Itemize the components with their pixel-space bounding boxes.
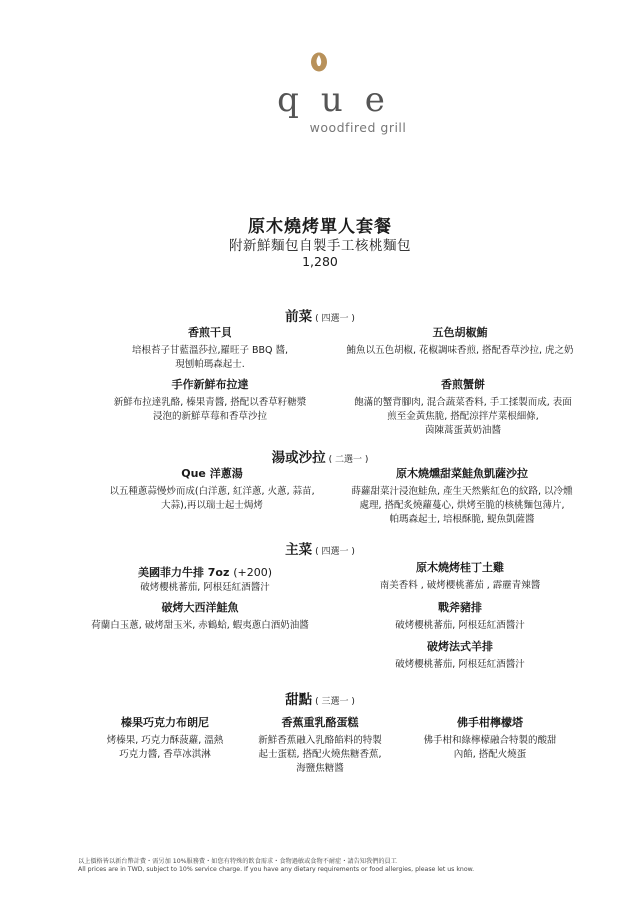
item-desc: 新鮮布拉達乳酪, 榛果青醬, 搭配以香草籽糖漿 浸泡的新鮮草莓和香草沙拉 bbox=[113, 397, 307, 422]
menu-item bbox=[72, 467, 352, 513]
footer-note-zh: 以上價格皆以新台幣計費・需另加 10%服務費・如您有特殊的飲食需求・食物過敏或食物不耐症・請告知我們的員工 bbox=[78, 858, 397, 865]
section-mains bbox=[0, 538, 640, 558]
item-desc: 破烤櫻桃蕃茄, 阿根廷紅酒醬汁 bbox=[395, 620, 525, 631]
menu-item bbox=[318, 378, 608, 438]
section-starters bbox=[0, 305, 640, 325]
item-name: 佛手柑檸檬塔 bbox=[457, 716, 523, 729]
item-desc: 烤榛果, 巧克力酥菠蘿, 溫熱 巧克力醬, 香草冰淇淋 bbox=[106, 735, 224, 760]
section-note: ( 二選一 ) bbox=[328, 455, 369, 465]
section-title: 湯或沙拉 bbox=[271, 450, 326, 466]
item-name: 戰斧豬排 bbox=[438, 601, 482, 614]
item-name: 原木燒烤桂丁土雞 bbox=[416, 561, 504, 574]
item-desc: 鮪魚以五色胡椒, 花椒調味香煎, 搭配香草沙拉, 虎之奶 bbox=[346, 345, 574, 356]
section-note: ( 三選一 ) bbox=[315, 697, 355, 707]
set-title: 原木燒烤單人套餐 bbox=[248, 217, 392, 237]
item-name: 香蕉重乳酪蛋糕 bbox=[281, 716, 359, 729]
section-soups bbox=[0, 446, 640, 466]
section-title: 前菜 bbox=[285, 309, 313, 325]
item-desc: 佛手柑和綠檸檬融合特製的酸甜 內餡, 搭配火燒蛋 bbox=[423, 735, 557, 760]
menu-item bbox=[400, 716, 580, 762]
item-name: 香煎蟹餅 bbox=[441, 378, 485, 391]
item-price: (+200) bbox=[233, 566, 273, 579]
section-note: ( 四選一 ) bbox=[315, 547, 355, 557]
item-desc: 飽滿的蟹背腳肉, 混合蔬菜香料, 手工揉製而成, 表面 煎至金黃焦脆, 搭配涼拌芹菜根細條, 茵陳蒿蛋黃奶油醬 bbox=[354, 397, 572, 436]
section-title: 主菜 bbox=[285, 542, 313, 558]
menu-item bbox=[330, 561, 590, 593]
item-name: 美國菲力牛排 7oz (+200) bbox=[137, 566, 273, 579]
menu-item bbox=[322, 467, 602, 527]
item-name: 破烤法式羊排 bbox=[427, 640, 493, 653]
footer-note-en: All prices are in TWD, subject to 10% service charge. If you have any dietary requirements or food allergies, please let us know. bbox=[78, 866, 475, 873]
brand-name: que bbox=[277, 80, 407, 120]
item-name: 榛果巧克力布朗尼 bbox=[121, 716, 209, 729]
item-desc: 新鮮香蕉融入乳酪餡料的特製 起士蛋糕, 搭配火燒焦糖香蕉, 海鹽焦糖醬 bbox=[258, 735, 382, 774]
item-desc: 荷蘭白玉蔥, 破烤甜玉米, 赤鶴蛤, 蝦夷蔥白酒奶油醬 bbox=[91, 620, 309, 631]
section-note: ( 四選一 ) bbox=[315, 314, 355, 324]
set-price: 1,280 bbox=[302, 254, 338, 269]
brand-subtitle: woodfired grill bbox=[309, 120, 407, 135]
section-desserts bbox=[0, 688, 640, 708]
section-title: 甜點 bbox=[285, 692, 313, 708]
item-desc: 破烤櫻桃蕃茄, 阿根廷紅酒醬汁 bbox=[395, 659, 525, 670]
menu-item bbox=[90, 326, 330, 372]
menu-item bbox=[330, 640, 590, 672]
menu-item bbox=[315, 326, 605, 358]
menu-item bbox=[60, 601, 340, 633]
item-name: 原木燒燻甜菜鮭魚凱薩沙拉 bbox=[396, 467, 528, 480]
menu-item bbox=[70, 378, 350, 424]
item-desc: 以五種蔥蒜慢炒而成(白洋蔥, 紅洋蔥, 火蔥, 蒜苗, 大蒜),再以瑞士起士焗烤 bbox=[109, 486, 315, 511]
item-name: 香煎干貝 bbox=[188, 326, 232, 339]
item-desc: 破烤櫻桃蕃茄, 阿根廷紅酒醬汁 bbox=[140, 582, 270, 593]
item-name: Que 洋蔥湯 bbox=[181, 467, 243, 480]
set-subtitle: 附新鮮麵包自製手工核桃麵包 bbox=[229, 238, 411, 254]
flame-icon bbox=[309, 50, 329, 72]
item-name: 手作新鮮布拉達 bbox=[171, 378, 249, 391]
menu-item bbox=[235, 716, 405, 776]
menu-item bbox=[80, 566, 330, 595]
item-desc: 蒔蘿甜菜汁浸泡鮭魚, 產生天然紫紅色的紋路, 以冷燻 處理, 搭配炙燒蘿蔓心, 烘烤至脆的核桃麵包薄片, 帕瑪森起士, 培根酥脆, 鯷魚凱薩醬 bbox=[351, 486, 573, 525]
item-desc: 培根苔子甘藍溫莎拉,羅旺子 BBQ 醬, 現刨帕瑪森起士. bbox=[131, 345, 289, 370]
menu-item bbox=[330, 601, 590, 633]
item-name: 五色胡椒鮪 bbox=[432, 326, 488, 339]
menu-item bbox=[80, 716, 250, 762]
item-desc: 南美香料 , 破烤櫻桃蕃茄 , 霹靂青辣醬 bbox=[379, 580, 541, 591]
item-name: 破烤大西洋鮭魚 bbox=[161, 601, 239, 614]
